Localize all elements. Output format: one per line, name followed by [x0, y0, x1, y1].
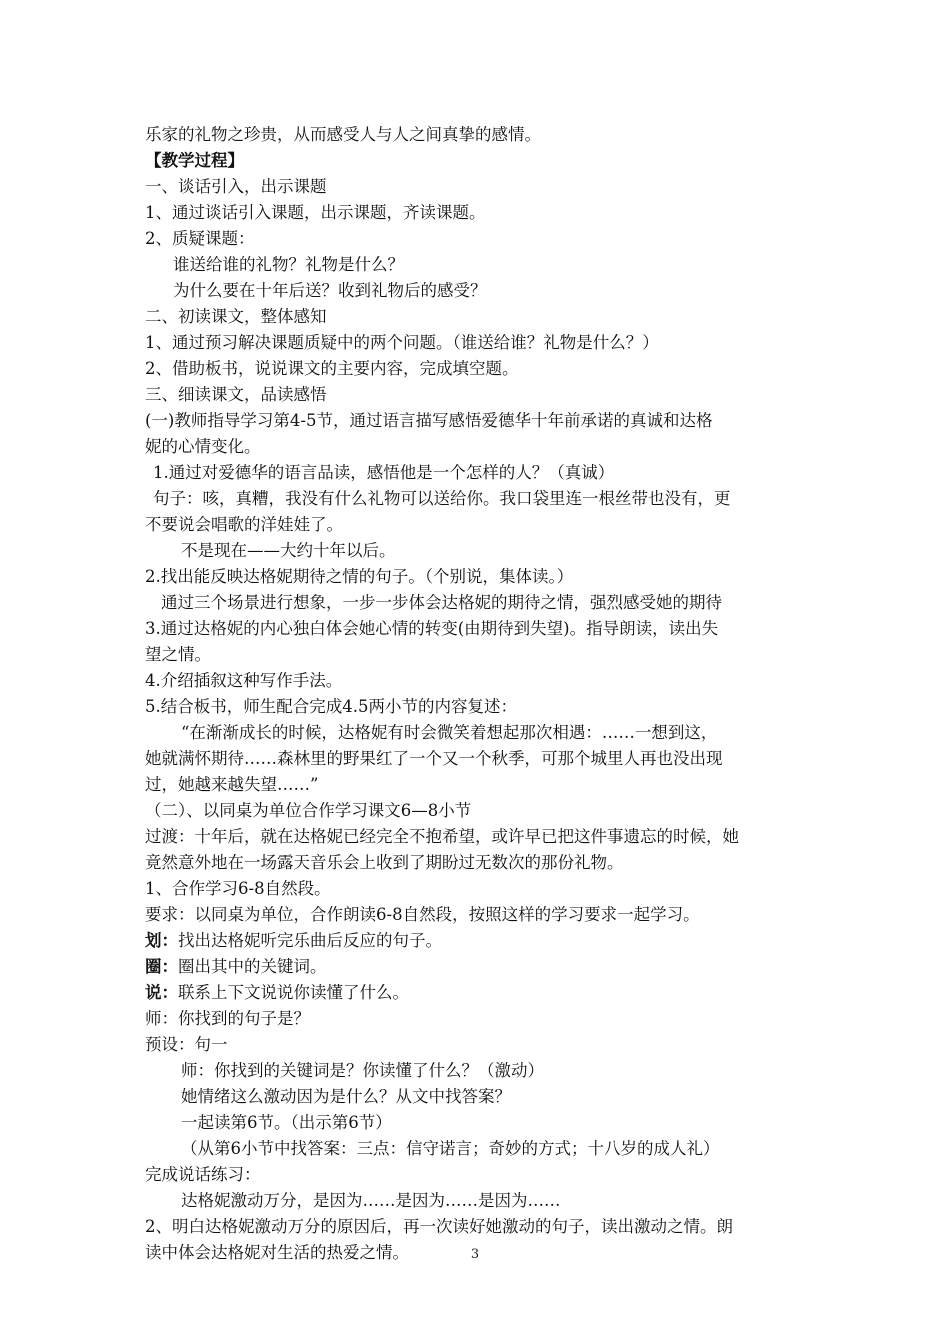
section-heading: 【教学过程】	[145, 151, 244, 170]
text-line: 4.介绍插叙这种写作手法。	[145, 671, 343, 690]
text-line: 望之情。	[145, 645, 211, 664]
text-line: 2、借助板书，说说课文的主要内容，完成填空题。	[145, 359, 519, 378]
text-line: 谁送给谁的礼物？礼物是什么？	[173, 255, 404, 274]
text-line: 预设：句一	[145, 1035, 228, 1054]
text-line: 读中体会达格妮对生活的热爱之情。	[145, 1243, 409, 1262]
text-line: 1.通过对爱德华的语言品读，感悟他是一个怎样的人？（真诚）	[153, 463, 615, 482]
text-line: 一起读第6节。（出示第6节）	[181, 1113, 392, 1132]
page-number: 3	[470, 1247, 480, 1262]
text-line: 过渡：十年后，就在达格妮已经完全不抱希望，或许早已把这件事遗忘的时候，她	[145, 827, 739, 846]
text-line: 1、通过预习解决课题质疑中的两个问题。（谁送给谁？礼物是什么？）	[145, 333, 659, 352]
page-body	[145, 122, 815, 1266]
text-line: 3.通过达格妮的内心独白体会她心情的转变(由期待到失望)。指导朗读，读出失	[145, 619, 719, 638]
text-line: 要求：以同桌为单位，合作朗读6-8自然段，按照这样的学习要求一起学习。	[145, 905, 700, 924]
text-line: 1、合作学习6-8自然段。	[145, 879, 331, 898]
text-line: 2.找出能反映达格妮期待之情的句子。（个别说，集体读。）	[145, 567, 574, 586]
text-line: 三、细读课文，品读感悟	[145, 385, 327, 404]
text-line: “在渐渐成长的时候，达格妮有时会微笑着想起那次相遇：……一想到这，	[181, 723, 718, 742]
text-line: 找出达格妮听完乐曲后反应的句子。	[178, 931, 442, 950]
text-line: 通过三个场景进行想象，一步一步体会达格妮的期待之情，强烈感受她的期待	[161, 593, 722, 612]
text-line: 圈出其中的关键词。	[178, 957, 327, 976]
text-line: 乐家的礼物之珍贵，从而感受人与人之间真挚的感情。	[145, 125, 541, 144]
text-line: 二、初读课文，整体感知	[145, 307, 327, 326]
text-line: 妮的心情变化。	[145, 437, 261, 456]
keyword-label: 说：	[145, 983, 178, 1002]
keyword-line	[145, 954, 815, 980]
text-line: （二）、以同桌为单位合作学习课文6—8小节	[145, 801, 472, 820]
text-line: 她情绪这么激动因为是什么？从文中找答案？	[181, 1087, 511, 1106]
text-line: 她就满怀期待……森林里的野果红了一个又一个秋季，可那个城里人再也没出现	[145, 749, 723, 768]
text-line: 2、明白达格妮激动万分的原因后，再一次读好她激动的句子，读出激动之情。朗	[145, 1217, 733, 1236]
keyword-label: 圈：	[145, 957, 178, 976]
text-line: 不要说会唱歌的洋娃娃了。	[145, 515, 343, 534]
text-line: 竟然意外地在一场露天音乐会上收到了期盼过无数次的那份礼物。	[145, 853, 624, 872]
text-line: 5.结合板书，师生配合完成4.5两小节的内容复述：	[145, 697, 517, 716]
text-line: 过，她越来越失望……”	[145, 775, 319, 794]
text-line: 不是现在——大约十年以后。	[181, 541, 396, 560]
text-line: 师：你找到的句子是？	[145, 1009, 310, 1028]
text-line: 一、谈话引入，出示课题	[145, 177, 327, 196]
keyword-line	[145, 928, 815, 954]
text-line: 达格妮激动万分，是因为……是因为……是因为……	[181, 1191, 561, 1210]
text-line: (一)教师指导学习第4-5节，通过语言描写感悟爱德华十年前承诺的真诚和达格	[145, 411, 713, 430]
text-line: 师：你找到的关键词是？你读懂了什么？（激动）	[181, 1061, 544, 1080]
text-line: 联系上下文说说你读懂了什么。	[178, 983, 409, 1002]
text-line: 2、质疑课题：	[145, 229, 255, 248]
text-line: （从第6小节中找答案：三点：信守诺言；奇妙的方式；十八岁的成人礼）	[181, 1139, 720, 1158]
keyword-line	[145, 980, 815, 1006]
text-line: 为什么要在十年后送？收到礼物后的感受？	[173, 281, 487, 300]
text-line: 1、通过谈话引入课题，出示课题，齐读课题。	[145, 203, 486, 222]
keyword-label: 划：	[145, 931, 178, 950]
text-line: 句子：咳，真糟，我没有什么礼物可以送给你。我口袋里连一根丝带也没有，更	[153, 489, 731, 508]
text-line: 完成说话练习：	[145, 1165, 261, 1184]
